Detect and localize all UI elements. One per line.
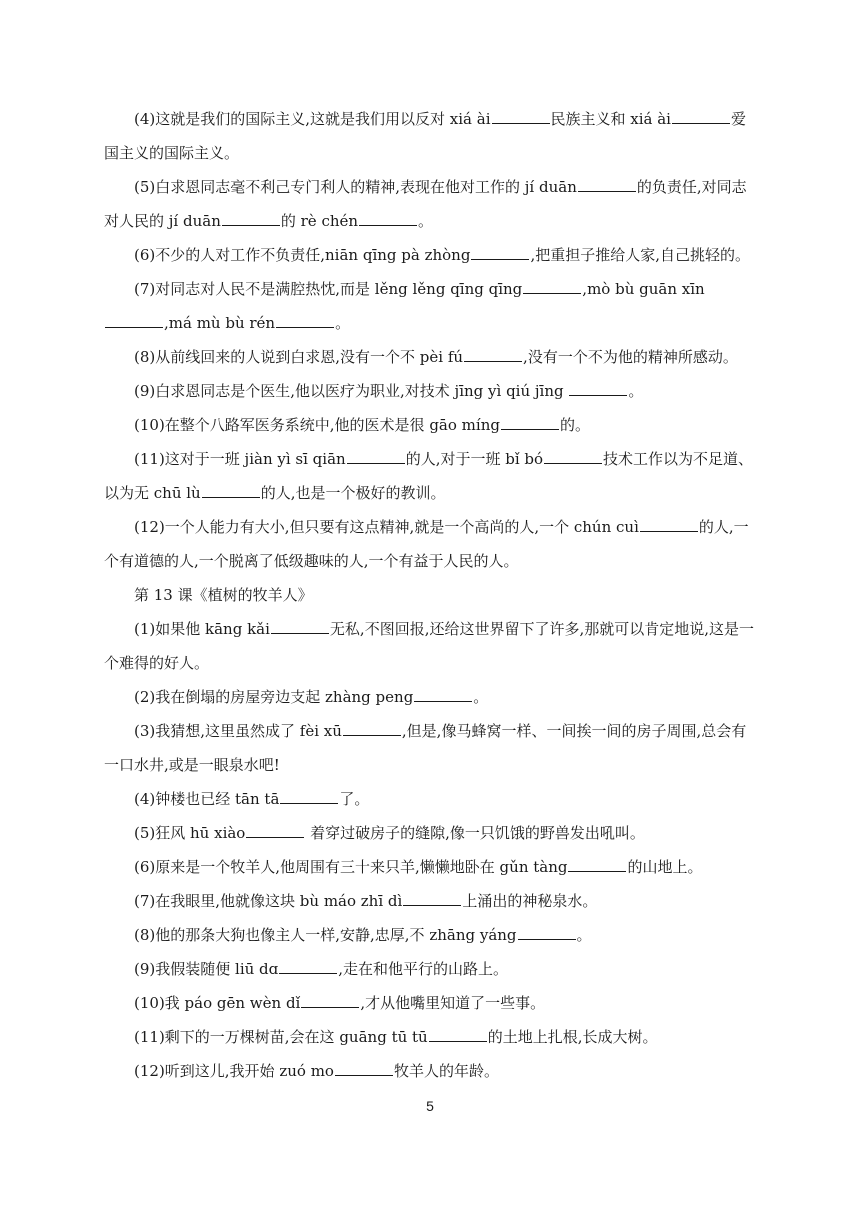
item-text: (11)这对于一班 jiàn yì sī qiān	[134, 450, 346, 468]
answer-blank[interactable]	[544, 445, 602, 464]
answer-blank[interactable]	[518, 921, 576, 940]
lesson-13-heading: 第 13 课《植树的牧羊人》	[134, 586, 313, 604]
answer-blank[interactable]	[414, 683, 472, 702]
exercise-item	[104, 680, 756, 714]
answer-blank[interactable]	[359, 207, 417, 226]
item-text: 的土地上扎根,长成大树。	[487, 1028, 658, 1046]
item-text: 。	[335, 314, 351, 332]
answer-blank[interactable]	[276, 309, 334, 328]
answer-blank[interactable]	[271, 615, 329, 634]
exercise-item	[104, 816, 756, 850]
item-text: (4)钟楼也已经 tān tā	[134, 790, 280, 808]
item-text: 。	[418, 212, 434, 230]
item-text: (8)他的那条大狗也像主人一样,安静,忠厚,不 zhāng yáng	[134, 926, 517, 944]
answer-blank[interactable]	[640, 513, 698, 532]
answer-blank[interactable]	[578, 173, 636, 192]
exercise-item	[104, 1020, 756, 1054]
answer-blank[interactable]	[523, 275, 581, 294]
exercise-item	[104, 374, 756, 408]
worksheet-content	[104, 102, 756, 1088]
item-text: ,才从他嘴里知道了一些事。	[360, 994, 546, 1012]
item-text: (2)我在倒塌的房屋旁边支起 zhàng peng	[134, 688, 414, 706]
exercise-item	[104, 238, 756, 272]
exercise-item	[104, 1054, 756, 1088]
item-text: 。	[473, 688, 489, 706]
item-text: ,但是,像马蜂窝一样、一间挨一间的房子周围,总会有一口水井,或是一眼泉水吧!	[104, 722, 747, 774]
answer-blank[interactable]	[672, 105, 730, 124]
item-text: (7)在我眼里,他就像这块 bù máo zhī dì	[134, 892, 403, 910]
item-text: (11)剩下的一万棵树苗,会在这 guāng tū tū	[134, 1028, 428, 1046]
answer-blank[interactable]	[222, 207, 280, 226]
item-text: ,má mù bù rén	[164, 314, 276, 332]
item-text: 牧羊人的年龄。	[393, 1062, 499, 1080]
answer-blank[interactable]	[301, 989, 359, 1008]
item-text: (12)一个人能力有大小,但只要有这点精神,就是一个高尚的人,一个 chún cuì	[134, 518, 639, 536]
item-text: 。	[576, 926, 592, 944]
exercise-item	[104, 884, 756, 918]
item-text: (6)原来是一个牧羊人,他周围有三十来只羊,懒懒地卧在 gǔn tàng	[134, 858, 568, 876]
item-text: ,mò bù guān xīn	[582, 280, 705, 298]
exercise-item	[104, 510, 756, 578]
answer-blank[interactable]	[105, 309, 163, 328]
exercise-item	[104, 612, 756, 680]
answer-blank[interactable]	[501, 411, 559, 430]
answer-blank[interactable]	[280, 785, 338, 804]
lesson-12-items	[104, 102, 756, 578]
item-text: ,把重担子推给人家,自己挑轻的。	[530, 246, 750, 264]
item-text: (5)狂风 hū xiào	[134, 824, 246, 842]
answer-blank[interactable]	[202, 479, 260, 498]
item-text: 着穿过破房子的缝隙,像一只饥饿的野兽发出吼叫。	[305, 824, 645, 842]
exercise-item	[104, 272, 756, 340]
answer-blank[interactable]	[335, 1057, 393, 1076]
answer-blank[interactable]	[568, 853, 626, 872]
answer-blank[interactable]	[471, 241, 529, 260]
item-text: 上涌出的神秘泉水。	[462, 892, 598, 910]
item-text: 。	[628, 382, 644, 400]
item-text: (12)听到这儿,我开始 zuó mo	[134, 1062, 334, 1080]
item-text: (3)我猜想,这里虽然成了 fèi xū	[134, 722, 342, 740]
exercise-item	[104, 170, 756, 238]
item-text: 民族主义和 xiá ài	[550, 110, 671, 128]
answer-blank[interactable]	[492, 105, 550, 124]
answer-blank[interactable]	[569, 377, 627, 396]
exercise-item	[104, 952, 756, 986]
answer-blank[interactable]	[347, 445, 405, 464]
item-text: ,走在和他平行的山路上。	[338, 960, 509, 978]
item-text: 的负责任,对同志对人民的 jí duān	[104, 178, 747, 230]
item-text: (6)不少的人对工作不负责任,niān qīng pà zhòng	[134, 246, 471, 264]
item-text: 的人,一个有道德的人,一个脱离了低级趣味的人,一个有益于人民的人。	[104, 518, 749, 570]
answer-blank[interactable]	[246, 819, 304, 838]
item-text: (7)对同志对人民不是满腔热忱,而是 lěng lěng qīng qīng	[134, 280, 523, 298]
exercise-item	[104, 986, 756, 1020]
item-text: 的人,对于一班 bǐ bó	[405, 450, 544, 468]
answer-blank[interactable]	[343, 717, 401, 736]
answer-blank[interactable]	[279, 955, 337, 974]
answer-blank[interactable]	[464, 343, 522, 362]
exercise-item	[104, 850, 756, 884]
page-number: 5	[426, 1098, 434, 1114]
item-text: (10)我 páo gēn wèn dǐ	[134, 994, 301, 1012]
item-text: 的人,也是一个极好的教训。	[260, 484, 446, 502]
exercise-item	[104, 918, 756, 952]
item-text: (5)白求恩同志毫不利己专门利人的精神,表现在他对工作的 jí duān	[134, 178, 577, 196]
item-text: 无私,不图回报,还给这世界留下了许多,那就可以肯定地说,这是一个难得的好人。	[104, 620, 754, 672]
exercise-item	[104, 782, 756, 816]
item-text: (9)白求恩同志是个医生,他以医疗为职业,对技术 jīng yì qiú jīng	[134, 382, 569, 400]
answer-blank[interactable]	[403, 887, 461, 906]
item-text: 的 rè chén	[280, 212, 359, 230]
exercise-item	[104, 714, 756, 782]
item-text: 了。	[339, 790, 370, 808]
exercise-item	[104, 442, 756, 510]
item-text: (9)我假装随便 liū dɑ	[134, 960, 279, 978]
item-text: 的。	[559, 416, 590, 434]
lesson-13-items	[104, 612, 756, 1088]
exercise-item	[104, 102, 756, 170]
item-text: 技术工作以为不足道、以为无 chū lù	[104, 450, 754, 502]
item-text: 的山地上。	[627, 858, 703, 876]
item-text: ,没有一个不为他的精神所感动。	[523, 348, 738, 366]
item-text: (4)这就是我们的国际主义,这就是我们用以反对 xiá ài	[134, 110, 491, 128]
item-text: 爱国主义的国际主义。	[104, 110, 746, 162]
exercise-item	[104, 340, 756, 374]
item-text: (8)从前线回来的人说到白求恩,没有一个不 pèi fú	[134, 348, 464, 366]
answer-blank[interactable]	[429, 1023, 487, 1042]
item-text: (1)如果他 kāng kǎi	[134, 620, 270, 638]
item-text: (10)在整个八路军医务系统中,他的医术是很 gāo míng	[134, 416, 500, 434]
exercise-item	[104, 408, 756, 442]
